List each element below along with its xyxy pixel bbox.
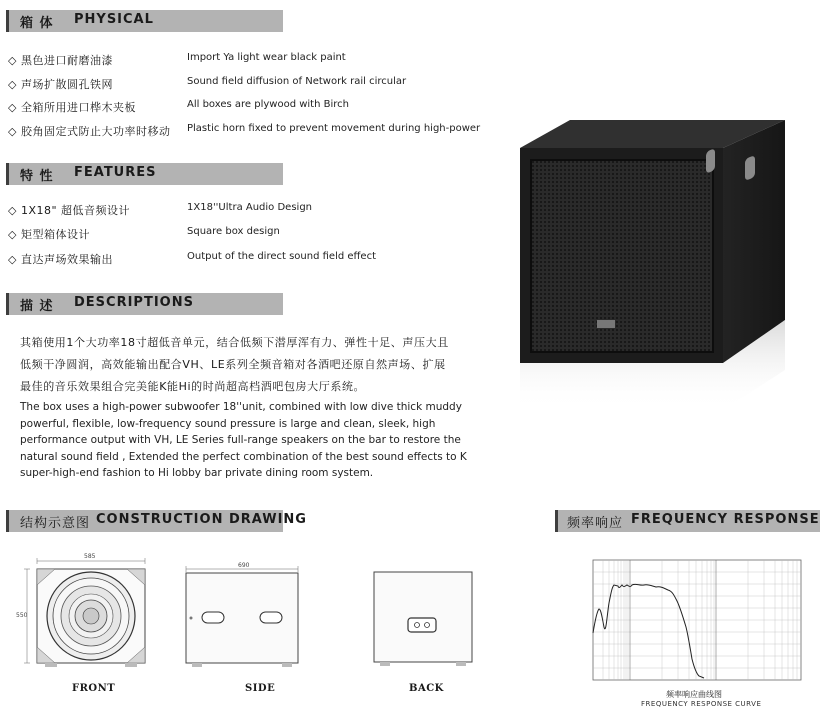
construction-header-accent xyxy=(6,510,9,532)
features-item-cn: ◇ 直达声场效果输出 xyxy=(8,253,113,266)
features-header-bar xyxy=(6,163,283,185)
description-en-line: performance output with VH, LE Series full-range speakers on the bar to restore the xyxy=(20,434,461,446)
features-heading-en: FEATURES xyxy=(74,165,157,180)
features-header-accent xyxy=(6,163,9,185)
physical-item-en: Plastic horn fixed to prevent movement during high-power xyxy=(187,123,481,134)
description-cn-line: 其箱使用1个大功率18寸超低音单元，结合低频下潜厚浑有力、弹性十足、声压大且 xyxy=(20,336,449,349)
description-en-line: powerful, flexible, low-frequency sound pressure is large and clean, sleek, high xyxy=(20,418,436,430)
description-cn-line: 最佳的音乐效果组合完美能K能Hi的时尚超高档酒吧包房大厅系统。 xyxy=(20,380,366,393)
physical-heading-cn: 箱 体 xyxy=(20,16,54,31)
frequency-header-accent xyxy=(555,510,558,532)
physical-item-en: Import Ya light wear black paint xyxy=(187,52,346,63)
physical-item-en: All boxes are plywood with Birch xyxy=(187,99,349,110)
description-en-line: The box uses a high-power subwoofer 18''unit, combined with low dive thick muddy xyxy=(20,401,462,413)
descriptions-header-bar xyxy=(6,293,283,315)
descriptions-header-accent xyxy=(6,293,9,315)
physical-heading-en: PHYSICAL xyxy=(74,12,154,27)
frequency-caption-cn: 频率响应曲线图 xyxy=(666,690,722,699)
features-item-en: 1X18''Ultra Audio Design xyxy=(187,202,312,213)
front-height-dimension: 550 xyxy=(16,612,28,619)
description-en-line: super-high-end fashion to Hi lobby bar private dining room system. xyxy=(20,467,374,479)
features-item-cn: ◇ 1X18" 超低音频设计 xyxy=(8,204,131,217)
features-item-en: Output of the direct sound field effect xyxy=(187,251,376,262)
frequency-caption-en: FREQUENCY RESPONSE CURVE xyxy=(641,700,762,708)
physical-item-cn: ◇ 黑色进口耐磨油漆 xyxy=(8,54,113,67)
descriptions-heading-cn: 描 述 xyxy=(20,299,54,314)
front-view-label: FRONT xyxy=(72,683,116,694)
features-item-cn: ◇ 矩型箱体设计 xyxy=(8,228,90,241)
construction-header-bar xyxy=(6,510,307,532)
physical-header-accent xyxy=(6,10,9,32)
features-heading-cn: 特 性 xyxy=(20,169,54,184)
back-view-drawing xyxy=(368,568,478,668)
physical-header-bar xyxy=(6,10,283,32)
construction-heading-en: CONSTRUCTION DRAWING xyxy=(96,512,307,527)
physical-item-cn: ◇ 胶角固定式防止大功率时移动 xyxy=(8,125,171,138)
side-view-drawing xyxy=(180,555,305,670)
front-view-drawing xyxy=(15,555,150,670)
front-width-dimension: 585 xyxy=(84,553,96,560)
subwoofer-product-image xyxy=(495,120,795,410)
frequency-heading-en: FREQUENCY RESPONSE xyxy=(631,512,820,527)
side-view-label: SIDE xyxy=(245,683,276,694)
description-cn-line: 低频干净圆润，高效能输出配合VH、LE系列全频音箱对各酒吧还原自然声场、扩展 xyxy=(20,358,446,371)
physical-item-cn: ◇ 声场扩散圆孔铁网 xyxy=(8,78,113,91)
cabinet-badge xyxy=(597,320,615,328)
description-en-line: natural sound field , Extended the perfect combination of the best sound effects to K xyxy=(20,451,467,463)
back-view-label: BACK xyxy=(409,683,444,694)
side-width-dimension: 690 xyxy=(238,562,250,569)
construction-heading-cn: 结构示意图 xyxy=(20,516,91,531)
features-item-en: Square box design xyxy=(187,226,280,237)
cabinet-grille xyxy=(531,160,713,352)
frequency-response-chart xyxy=(578,555,808,690)
frequency-heading-cn: 频率响应 xyxy=(567,516,624,531)
descriptions-heading-en: DESCRIPTIONS xyxy=(74,295,194,310)
physical-item-cn: ◇ 全箱所用进口桦木夹板 xyxy=(8,101,136,114)
frequency-header-bar xyxy=(555,510,820,532)
physical-item-en: Sound field diffusion of Network rail circular xyxy=(187,76,407,87)
